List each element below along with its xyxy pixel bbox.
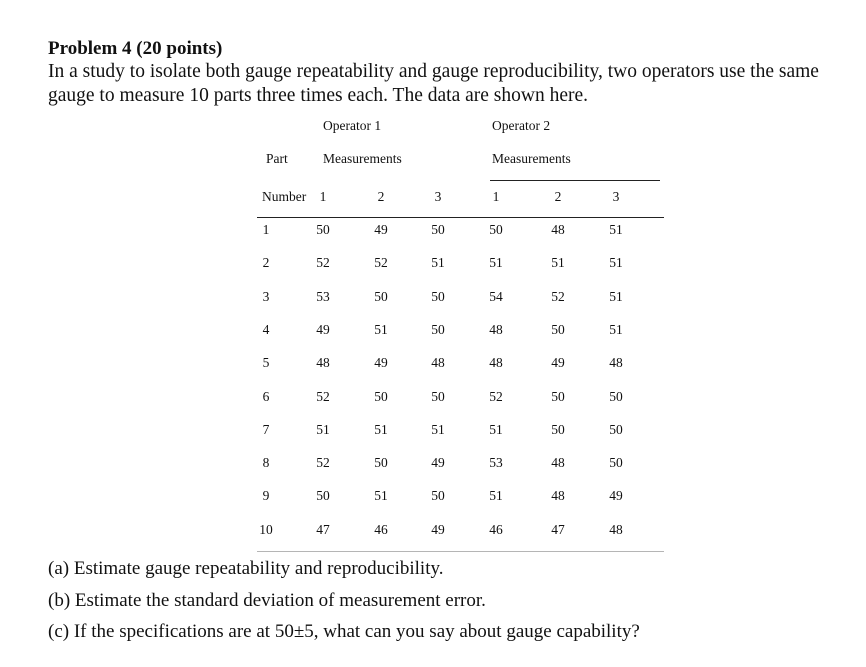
- measurement-cell: 50: [374, 389, 388, 404]
- measurement-cell: 50: [431, 322, 445, 337]
- measurement-cell: 53: [489, 455, 503, 470]
- measurement-cell: 50: [609, 455, 623, 470]
- measurement-cell: 52: [316, 455, 330, 470]
- measurement-cell: 52: [316, 389, 330, 404]
- part-number-cell: 3: [262, 289, 270, 304]
- part-number-cell: 7: [262, 422, 270, 437]
- measurement-cell: 50: [551, 389, 565, 404]
- measurement-cell: 48: [609, 522, 623, 537]
- op1-col-1: 1: [319, 189, 327, 204]
- question-a: (a) Estimate gauge repeatability and reproducibility.: [48, 558, 444, 579]
- measurement-cell: 50: [431, 289, 445, 304]
- measurement-cell: 46: [374, 522, 388, 537]
- measurement-cell: 50: [431, 389, 445, 404]
- part-number-cell: 5: [262, 355, 270, 370]
- measurement-cell: 51: [609, 322, 623, 337]
- operator-1-label: Operator 1: [323, 118, 382, 133]
- part-number-cell: 6: [262, 389, 270, 404]
- measurement-cell: 51: [374, 322, 388, 337]
- op1-col-2: 2: [377, 189, 385, 204]
- part-number-cell: 10: [259, 522, 273, 537]
- op2-col-1: 1: [492, 189, 500, 204]
- table-bottom-rule: [257, 551, 664, 552]
- measurement-cell: 51: [489, 422, 503, 437]
- measurement-cell: 51: [551, 255, 565, 270]
- measurement-cell: 52: [489, 389, 503, 404]
- measurement-cell: 50: [489, 222, 503, 237]
- measurement-cell: 50: [609, 422, 623, 437]
- measurement-cell: 51: [316, 422, 330, 437]
- problem-title: Problem 4 (20 points): [48, 38, 223, 59]
- measurement-cell: 47: [316, 522, 330, 537]
- measurement-cell: 53: [316, 289, 330, 304]
- measurement-cell: 51: [489, 255, 503, 270]
- measurement-cell: 48: [316, 355, 330, 370]
- measurement-cell: 48: [551, 455, 565, 470]
- question-c: (c) If the specifications are at 50±5, what can you say about gauge capability?: [48, 621, 640, 642]
- measurements-label-op1: Measurements: [323, 151, 402, 166]
- measurement-cell: 48: [489, 355, 503, 370]
- measurement-cell: 49: [551, 355, 565, 370]
- measurement-cell: 51: [374, 422, 388, 437]
- measurement-cell: 49: [609, 488, 623, 503]
- measurement-cell: 51: [431, 422, 445, 437]
- number-label: Number: [262, 189, 307, 204]
- measurement-cell: 47: [551, 522, 565, 537]
- measurement-cell: 51: [609, 222, 623, 237]
- measurement-cell: 51: [489, 488, 503, 503]
- part-number-cell: 9: [262, 488, 270, 503]
- measurement-cell: 52: [374, 255, 388, 270]
- table-header-rule: [257, 217, 664, 218]
- part-number-cell: 4: [262, 322, 270, 337]
- measurement-cell: 50: [316, 222, 330, 237]
- operator-2-label: Operator 2: [492, 118, 551, 133]
- measurement-cell: 50: [551, 422, 565, 437]
- measurement-cell: 49: [431, 522, 445, 537]
- measurement-cell: 50: [316, 488, 330, 503]
- measurement-cell: 48: [551, 222, 565, 237]
- measurement-cell: 50: [431, 488, 445, 503]
- measurement-cell: 54: [489, 289, 503, 304]
- measurement-cell: 51: [609, 289, 623, 304]
- measurement-cell: 50: [431, 222, 445, 237]
- part-number-cell: 2: [262, 255, 270, 270]
- measurement-cell: 48: [489, 322, 503, 337]
- part-number-cell: 8: [262, 455, 270, 470]
- measurement-cell: 52: [316, 255, 330, 270]
- measurements-label-op2: Measurements: [492, 151, 571, 166]
- measurement-cell: 51: [609, 255, 623, 270]
- op2-col-2: 2: [554, 189, 562, 204]
- problem-intro: In a study to isolate both gauge repeatability and gauge reproducibility, two operators use the same gauge to measure 10 parts three times each. The data are shown here.: [48, 61, 819, 106]
- operator-2-rule: [490, 180, 660, 181]
- measurement-cell: 51: [374, 488, 388, 503]
- measurement-cell: 49: [431, 455, 445, 470]
- measurement-cell: 48: [431, 355, 445, 370]
- measurement-cell: 49: [374, 355, 388, 370]
- measurement-cell: 49: [316, 322, 330, 337]
- measurement-cell: 50: [374, 289, 388, 304]
- measurement-cell: 50: [374, 455, 388, 470]
- measurement-cell: 50: [551, 322, 565, 337]
- measurement-cell: 51: [431, 255, 445, 270]
- question-b: (b) Estimate the standard deviation of measurement error.: [48, 590, 486, 611]
- part-number-cell: 1: [262, 222, 270, 237]
- measurement-cell: 48: [609, 355, 623, 370]
- part-label: Part: [266, 151, 288, 166]
- measurement-cell: 49: [374, 222, 388, 237]
- measurement-cell: 50: [609, 389, 623, 404]
- measurement-cell: 46: [489, 522, 503, 537]
- op1-col-3: 3: [434, 189, 442, 204]
- measurement-cell: 48: [551, 488, 565, 503]
- op2-col-3: 3: [612, 189, 620, 204]
- measurement-cell: 52: [551, 289, 565, 304]
